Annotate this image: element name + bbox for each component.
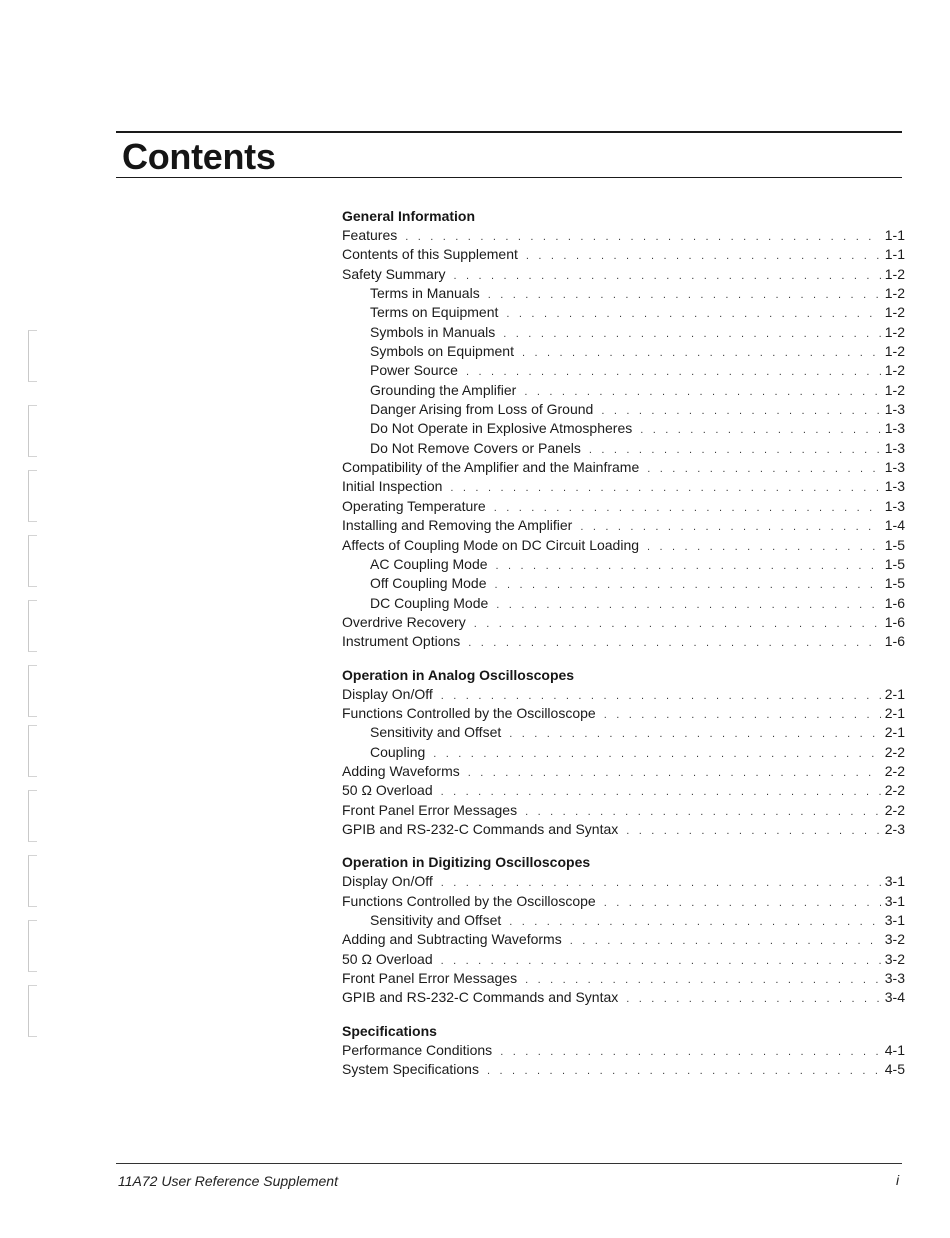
toc-entry-page: 1-2 [884, 304, 905, 321]
title-rule [116, 177, 902, 178]
dot-leader [647, 460, 881, 479]
toc-entry-page: 1-3 [884, 497, 905, 514]
toc-entry-label: Off Coupling Mode [370, 575, 487, 592]
toc-entry [342, 743, 907, 762]
toc-entry-label: Functions Controlled by the Oscilloscope [342, 892, 596, 909]
toc-entry-label: Adding Waveforms [342, 762, 460, 779]
toc-entry-label: Coupling [370, 743, 426, 760]
scan-margin-mark [28, 535, 37, 587]
toc-entry-label: Safety Summary [342, 265, 446, 282]
dot-leader [466, 363, 881, 382]
toc-entry [342, 1060, 907, 1079]
toc-entry-page: 1-3 [884, 420, 905, 437]
toc-entry [342, 872, 907, 891]
toc-entry-label: Functions Controlled by the Oscilloscope [342, 704, 596, 721]
table-of-contents [342, 206, 907, 1079]
toc-entry-page: 1-1 [884, 227, 905, 243]
section-heading: General Information [342, 208, 476, 224]
section-heading: Operation in Digitizing Oscilloscopes [342, 854, 591, 871]
toc-section [342, 665, 907, 840]
toc-entry-page: 2-1 [884, 724, 905, 741]
toc-entry-label: System Specifications [342, 1061, 479, 1078]
toc-entry-page: 1-3 [884, 478, 905, 495]
dot-leader [494, 576, 880, 595]
dot-leader [487, 1062, 881, 1081]
footer-rule [116, 1163, 902, 1164]
toc-entry [342, 439, 907, 458]
toc-entry-page: 1-2 [884, 265, 905, 282]
scan-margin-mark [28, 985, 37, 1037]
toc-entry-label: Danger Arising from Loss of Ground [370, 401, 594, 418]
toc-entry-page: 2-2 [884, 801, 905, 818]
toc-entry-page: 3-1 [884, 873, 905, 890]
toc-entry-label: Display On/Off [342, 685, 433, 702]
toc-entry [342, 704, 907, 723]
toc-entry [342, 381, 907, 400]
toc-entry-label: Front Panel Error Messages [342, 970, 518, 987]
top-rule [116, 131, 902, 133]
toc-entry [342, 323, 907, 342]
toc-entry [342, 477, 907, 496]
dot-leader [604, 706, 881, 725]
toc-entry-page: 2-2 [884, 743, 905, 760]
dot-leader [503, 325, 880, 344]
dot-leader [468, 634, 880, 653]
toc-entry [342, 574, 907, 593]
dot-leader [626, 990, 881, 1009]
toc-entry-label: Compatibility of the Amplifier and the Mainframe [342, 459, 640, 476]
toc-entry-label: Operating Temperature [342, 497, 486, 514]
scan-margin-mark [28, 470, 37, 522]
scan-margin-mark [28, 920, 37, 972]
toc-entry [342, 969, 907, 988]
toc-entry-page: 1-4 [884, 517, 905, 534]
toc-entry-label: Symbols in Manuals [370, 323, 496, 340]
toc-entry-label: Initial Inspection [342, 478, 443, 495]
toc-entry [342, 265, 907, 284]
toc-entry-label: Do Not Remove Covers or Panels [370, 439, 581, 456]
toc-entry-label: Overdrive Recovery [342, 613, 466, 630]
dot-leader [453, 267, 880, 286]
toc-entry-page: 1-6 [884, 633, 905, 650]
toc-entry-label: Sensitivity and Offset [370, 724, 502, 741]
toc-entry [342, 458, 907, 477]
toc-entry [342, 632, 907, 651]
toc-entry [342, 613, 907, 632]
toc-entry-label: Performance Conditions [342, 1041, 493, 1058]
dot-leader [601, 402, 880, 421]
scan-margin-mark [28, 725, 37, 777]
toc-entry [342, 497, 907, 516]
toc-entry-page: 1-5 [884, 555, 905, 572]
toc-entry-page: 1-6 [884, 594, 905, 611]
toc-entry [342, 555, 907, 574]
toc-entry [342, 950, 907, 969]
toc-entry-label: Adding and Subtracting Waveforms [342, 931, 562, 948]
toc-entry [342, 536, 907, 555]
toc-entry-page: 3-2 [884, 931, 905, 948]
toc-entry [342, 781, 907, 800]
toc-entry-page: 1-2 [884, 381, 905, 398]
toc-entry-page: 1-3 [884, 459, 905, 476]
dot-leader [488, 286, 881, 305]
toc-entry-label: Contents of this Supplement [342, 246, 518, 263]
toc-entry [342, 284, 907, 303]
dot-leader [496, 557, 881, 576]
scan-margin-mark [28, 855, 37, 907]
toc-entry-label: Instrument Options [342, 633, 461, 650]
toc-entry-label: GPIB and RS-232-C Commands and Syntax [342, 989, 619, 1006]
toc-entry [342, 723, 907, 742]
scan-margin-mark [28, 405, 37, 457]
toc-entry-label: Front Panel Error Messages [342, 801, 518, 818]
toc-entry-label: Installing and Removing the Amplifier [342, 517, 573, 534]
toc-entry-page: 3-3 [884, 970, 905, 987]
toc-entry-page: 2-1 [884, 704, 905, 721]
page-title: Contents [122, 136, 276, 177]
toc-entry-page: 1-2 [884, 323, 905, 340]
toc-entry [342, 245, 907, 264]
toc-entry-label: Do Not Operate in Explosive Atmospheres [370, 420, 633, 437]
footer-document-title: 11A72 User Reference Supplement [118, 1173, 338, 1189]
toc-entry-page: 2-1 [884, 685, 905, 702]
toc-entry-label: 50 Ω Overload [342, 950, 433, 967]
toc-entry [342, 685, 907, 704]
dot-leader [604, 894, 881, 913]
toc-entry-page: 4-1 [884, 1041, 905, 1058]
toc-entry-page: 1-2 [884, 285, 905, 302]
toc-entry-label: Display On/Off [342, 873, 433, 890]
toc-entry-label: Affects of Coupling Mode on DC Circuit Loading [342, 536, 640, 553]
toc-entry-label: 50 Ω Overload [342, 782, 433, 799]
scan-margin-mark [28, 665, 37, 717]
toc-entry [342, 892, 907, 911]
toc-entry [342, 911, 907, 930]
toc-entry-page: 3-1 [884, 912, 905, 928]
section-heading: Operation in Analog Oscilloscopes [342, 666, 575, 683]
toc-entry [342, 419, 907, 438]
dot-leader [509, 725, 881, 744]
toc-entry [342, 820, 907, 839]
toc-entry-label: Sensitivity and Offset [370, 912, 502, 928]
dot-leader [640, 421, 881, 440]
toc-entry-page: 2-2 [884, 782, 905, 799]
toc-entry-label: Power Source [370, 362, 458, 379]
toc-entry [342, 762, 907, 781]
toc-section [342, 852, 907, 1007]
toc-entry-page: 2-2 [884, 762, 905, 779]
toc-entry [342, 988, 907, 1007]
toc-entry-label: AC Coupling Mode [370, 555, 488, 572]
footer-page-number: i [896, 1172, 900, 1188]
toc-entry-page: 3-1 [884, 892, 905, 909]
toc-entry [342, 361, 907, 380]
toc-entry [342, 1041, 907, 1060]
toc-entry-page: 1-1 [884, 246, 905, 263]
toc-entry [342, 226, 907, 245]
toc-section [342, 206, 907, 652]
toc-entry [342, 342, 907, 361]
dot-leader [626, 822, 881, 841]
toc-entry-page: 1-5 [884, 575, 905, 592]
scan-margin-mark [28, 330, 37, 382]
toc-entry [342, 594, 907, 613]
dot-leader [500, 1043, 881, 1062]
toc-entry-label: Terms on Equipment [370, 304, 499, 321]
dot-leader [526, 247, 881, 266]
dot-leader [522, 344, 881, 363]
toc-entry-page: 3-4 [884, 989, 905, 1006]
dot-leader [450, 479, 880, 498]
toc-entry [342, 801, 907, 820]
dot-leader [496, 596, 880, 615]
dot-leader [468, 764, 881, 783]
toc-entry-page: 1-3 [884, 401, 905, 418]
toc-entry-label: GPIB and RS-232-C Commands and Syntax [342, 820, 619, 837]
toc-entry-label: Grounding the Amplifier [370, 381, 517, 398]
toc-entry-label: Features [342, 227, 398, 243]
toc-entry-label: Symbols on Equipment [370, 343, 514, 360]
toc-entry-page: 1-6 [884, 613, 905, 630]
toc-section [342, 1021, 907, 1080]
toc-entry-page: 3-2 [884, 950, 905, 967]
dot-leader [647, 538, 881, 557]
toc-entry [342, 516, 907, 535]
toc-entry-label: DC Coupling Mode [370, 594, 489, 611]
dot-leader [509, 913, 881, 932]
toc-entry-page: 1-2 [884, 362, 905, 379]
toc-entry-page: 2-3 [884, 820, 905, 837]
section-heading: Specifications [342, 1022, 437, 1039]
toc-entry [342, 303, 907, 322]
toc-entry-page: 1-3 [884, 439, 905, 456]
toc-entry-page: 1-5 [884, 536, 905, 553]
toc-entry-label: Terms in Manuals [370, 285, 480, 302]
dot-leader [433, 745, 881, 764]
dot-leader [506, 305, 880, 324]
toc-entry [342, 930, 907, 949]
dot-leader [474, 615, 881, 634]
toc-entry-page: 1-2 [884, 343, 905, 360]
dot-leader [570, 932, 881, 951]
toc-entry-page: 4-5 [884, 1061, 905, 1078]
scan-margin-mark [28, 600, 37, 652]
scan-margin-mark [28, 790, 37, 842]
toc-entry [342, 400, 907, 419]
